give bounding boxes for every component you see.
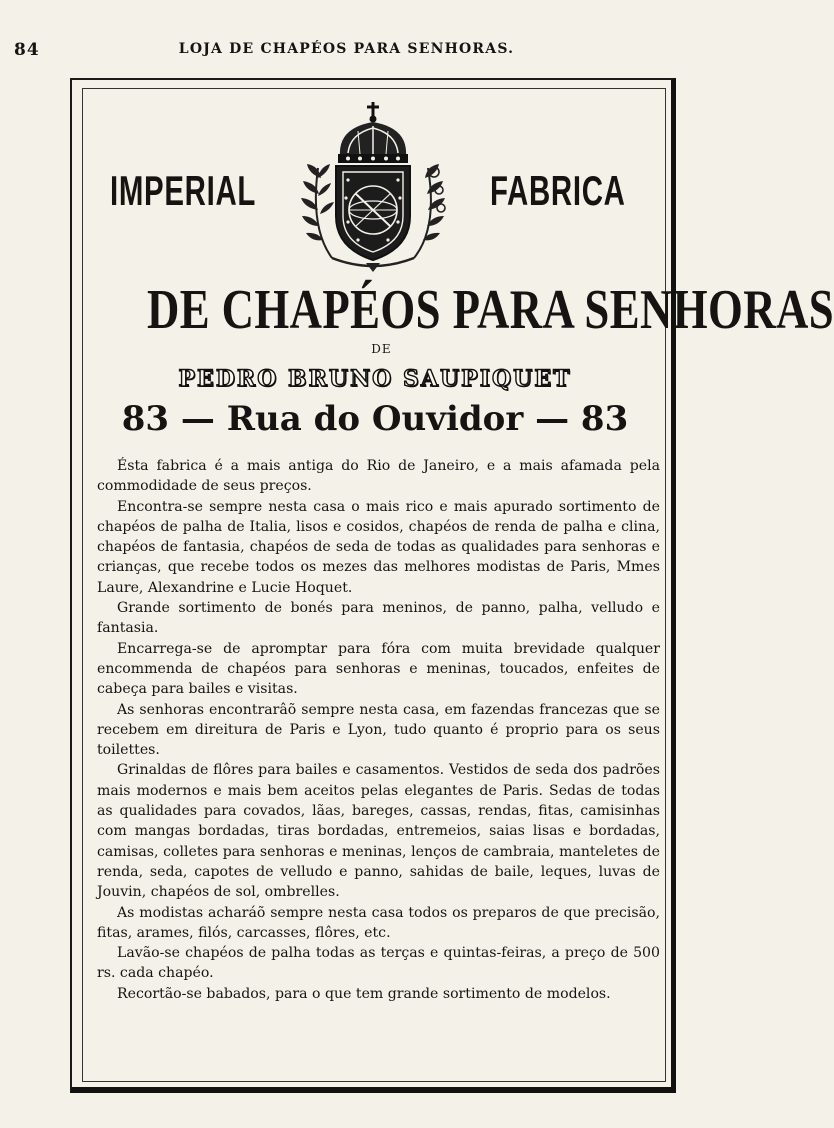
running-head: LOJA DE CHAPÉOS PARA SENHORAS. — [178, 41, 515, 57]
page-number: 84 — [14, 40, 40, 60]
connector-de: DE — [371, 342, 392, 356]
paragraph: Encarrega-se de apromptar para fóra com muita brevidade qualquer encommenda de chapéos para senhoras e meninas, toucados, enfeites de cabeça para bailes e visitas. — [97, 640, 660, 698]
paragraph: As modistas acharáõ sempre nesta casa todos os preparos de que precisão, fitas, arames, filós, carcasses, flôres, etc. — [97, 904, 660, 941]
word-fabrica: FABRICA — [490, 167, 626, 214]
imperial-coat-of-arms-icon — [288, 98, 458, 278]
advert-headline: DE CHAPÉOS PARA SENHORAS — [147, 279, 834, 341]
paragraph: Grande sortimento de bonés para meninos, de panno, palha, velludo e fantasia. — [97, 600, 660, 637]
paragraph: Encontra-se sempre nesta casa o mais rico e mais apurado sortimento de chapéos de palha de Italia, lisos e cosidos, chapéos de renda de palha e clina, chapéos de fantasia, chapéos de seda de todas as qualidades para senhoras e crianças, que recebe todos os mezes das melhores modistas de Paris, Mmes Laure, Alexandrine e Lucie Hoquet. — [97, 498, 660, 596]
street-address: 83 — Rua do Ouvidor — 83 — [121, 399, 629, 439]
paragraph: Ésta fabrica é a mais antiga do Rio de Janeiro, e a mais afamada pela commodidade de seus preços. — [97, 458, 660, 495]
advert-body — [97, 456, 660, 1004]
proprietor-name: PEDRO BRUNO SAUPIQUET — [178, 366, 572, 392]
paragraph: Recortão-se babados, para o que tem grande sortimento de modelos. — [117, 985, 611, 1002]
word-imperial: IMPERIAL — [110, 167, 257, 214]
paragraph: Grinaldas de flôres para bailes e casamentos. Vestidos de seda dos padrões mais modernos e mais bem aceitos pelas elegantes de Paris. Sedas de todas as qualidades para covados, lãas, bareges, cassas, rendas, fitas, camisinhas com mangas bordadas, tiras bordadas, entremeios, saias lisas e bordadas, camisas, colletes para senhoras e meninas, lenços de cambraia, manteletes de renda, seda, capotes de velludo e panno, sahidas de baile, leques, luvas de Jouvin, chapéos de sol, ombrelles. — [97, 762, 660, 901]
paragraph: Lavão-se chapéos de palha todas as terças e quintas-feiras, a preço de 500 rs. cada chapéo. — [97, 945, 660, 982]
paragraph: As senhoras encontrarâõ sempre nesta casa, em fazendas francezas que se recebem em direitura de Paris e Lyon, tudo quanto é proprio para os seus toilettes. — [97, 701, 660, 759]
